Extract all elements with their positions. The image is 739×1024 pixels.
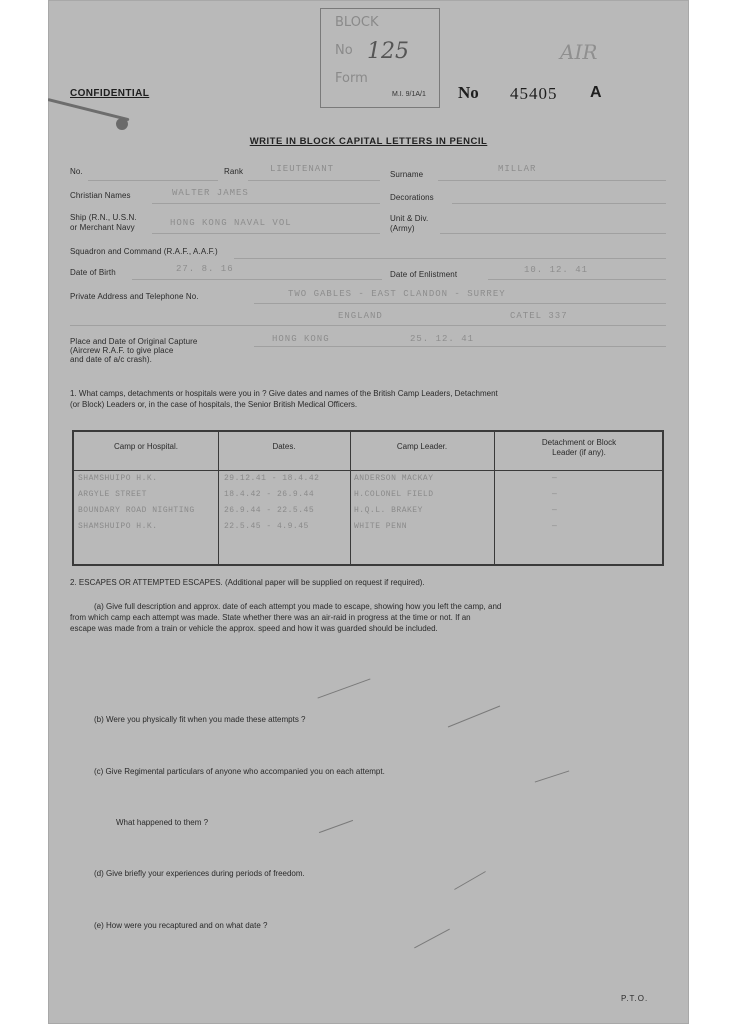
- serial-suffix: A: [590, 84, 602, 101]
- capture-label-2: (Aircrew R.A.F. to give place: [70, 346, 174, 355]
- stamp-line-form: Form: [335, 71, 368, 86]
- rank-value: LIEUTENANT: [270, 164, 335, 174]
- pin-head: [116, 118, 128, 130]
- question-2a-line-1: (a) Give full description and approx. date of each attempt you made to escape, showing how you left the camp, and: [94, 602, 502, 611]
- dob-label: Date of Birth: [70, 268, 116, 277]
- ship-label-1: Ship (R.N., U.S.N.: [70, 213, 137, 222]
- corner-handwritten: AIR: [560, 40, 598, 64]
- number-label: No: [458, 83, 479, 102]
- dob-value: 27. 8. 16: [176, 264, 234, 274]
- address-label: Private Address and Telephone No.: [70, 292, 199, 301]
- christian-names-value: WALTER JAMES: [172, 188, 249, 198]
- col-header-dates: Dates.: [272, 442, 296, 451]
- confidential-label: CONFIDENTIAL: [70, 88, 150, 99]
- no-label: No.: [70, 167, 83, 176]
- capture-place-value: HONG KONG: [272, 334, 330, 344]
- question-2e: (e) How were you recaptured and on what date ?: [94, 921, 268, 930]
- pto-label: P.T.O.: [621, 994, 649, 1003]
- decorations-label: Decorations: [390, 193, 434, 202]
- capture-label-1: Place and Date of Original Capture: [70, 337, 198, 346]
- question-2c-followup: What happened to them ?: [116, 818, 209, 827]
- enlistment-label: Date of Enlistment: [390, 270, 458, 279]
- form-reference: M.I. 9/1A/1: [392, 91, 426, 98]
- question-2d: (d) Give briefly your experiences during periods of freedom.: [94, 869, 305, 878]
- col-header-camp: Camp or Hospital.: [113, 442, 179, 451]
- form-title: WRITE IN BLOCK CAPITAL LETTERS IN PENCIL: [249, 136, 488, 147]
- address-telephone: CATEL 337: [510, 311, 568, 321]
- address-line-1: TWO GABLES - EAST CLANDON - SURREY: [288, 289, 506, 299]
- rank-label: Rank: [224, 167, 244, 176]
- capture-date-value: 25. 12. 41: [410, 334, 475, 344]
- enlistment-value: 10. 12. 41: [524, 265, 589, 275]
- question-1-line-1: 1. What camps, detachments or hospitals were you in ? Give dates and names of the British Camp Leaders, Detachment: [70, 389, 498, 398]
- unit-label-1: Unit & Div.: [390, 214, 429, 223]
- pin-mark: [48, 98, 130, 121]
- ship-value: HONG KONG NAVAL VOL: [170, 218, 292, 228]
- question-2a-line-2: from which camp each attempt was made. State whether there was an air-raid in progress at the time or not. If an: [70, 613, 471, 622]
- stamp-line-no: No: [335, 43, 353, 58]
- squadron-label: Squadron and Command (R.A.F., A.A.F.): [70, 247, 218, 256]
- surname-label: Surname: [390, 170, 424, 179]
- question-1-line-2: (or Block) Leaders or, in the case of hospitals, the Senior British Medical Officers.: [70, 400, 358, 409]
- col-header-detachment: Detachment or Block Leader (if any).: [541, 438, 617, 457]
- question-2a-line-3: escape was made from a train or vehicle the approx. speed and how it was guarded should be included.: [70, 624, 438, 633]
- question-2-heading: 2. ESCAPES OR ATTEMPTED ESCAPES. (Additional paper will be supplied on request if required).: [70, 578, 425, 587]
- stamp-handwritten-number: 125: [367, 39, 409, 64]
- stamp-line-block: BLOCK: [335, 15, 379, 30]
- form-page: [48, 0, 689, 1024]
- christian-names-label: Christian Names: [70, 191, 131, 200]
- question-2b: (b) Were you physically fit when you made these attempts ?: [94, 715, 306, 724]
- surname-value: MILLAR: [498, 164, 537, 174]
- camps-table: Camp or Hospital. Dates. Camp Leader. Detachment or Block Leader (if any). SHAMSHUIPO H.K. 29.12.41 - 18.4.42 ANDERSON MACKAY — ARGYLE STREET 18.4.42 - 26.9.44 H.COLONEL FIELD — BOUNDARY ROAD NIGHTING 26.9.44 - 22.5.45 H.Q.L. BRAKEY — SHAMSHUIPO H.K. 22.5.45 - 4.9.45 WHITE PENN —: [72, 430, 664, 566]
- question-2c: (c) Give Regimental particulars of anyone who accompanied you on each attempt.: [94, 767, 385, 776]
- address-line-2: ENGLAND: [338, 311, 383, 321]
- col-header-leader: Camp Leader.: [396, 442, 448, 451]
- unit-label-2: (Army): [390, 224, 415, 233]
- serial-number: 45405: [510, 84, 558, 103]
- capture-label-3: and date of a/c crash).: [70, 355, 152, 364]
- ship-label-2: or Merchant Navy: [70, 223, 135, 232]
